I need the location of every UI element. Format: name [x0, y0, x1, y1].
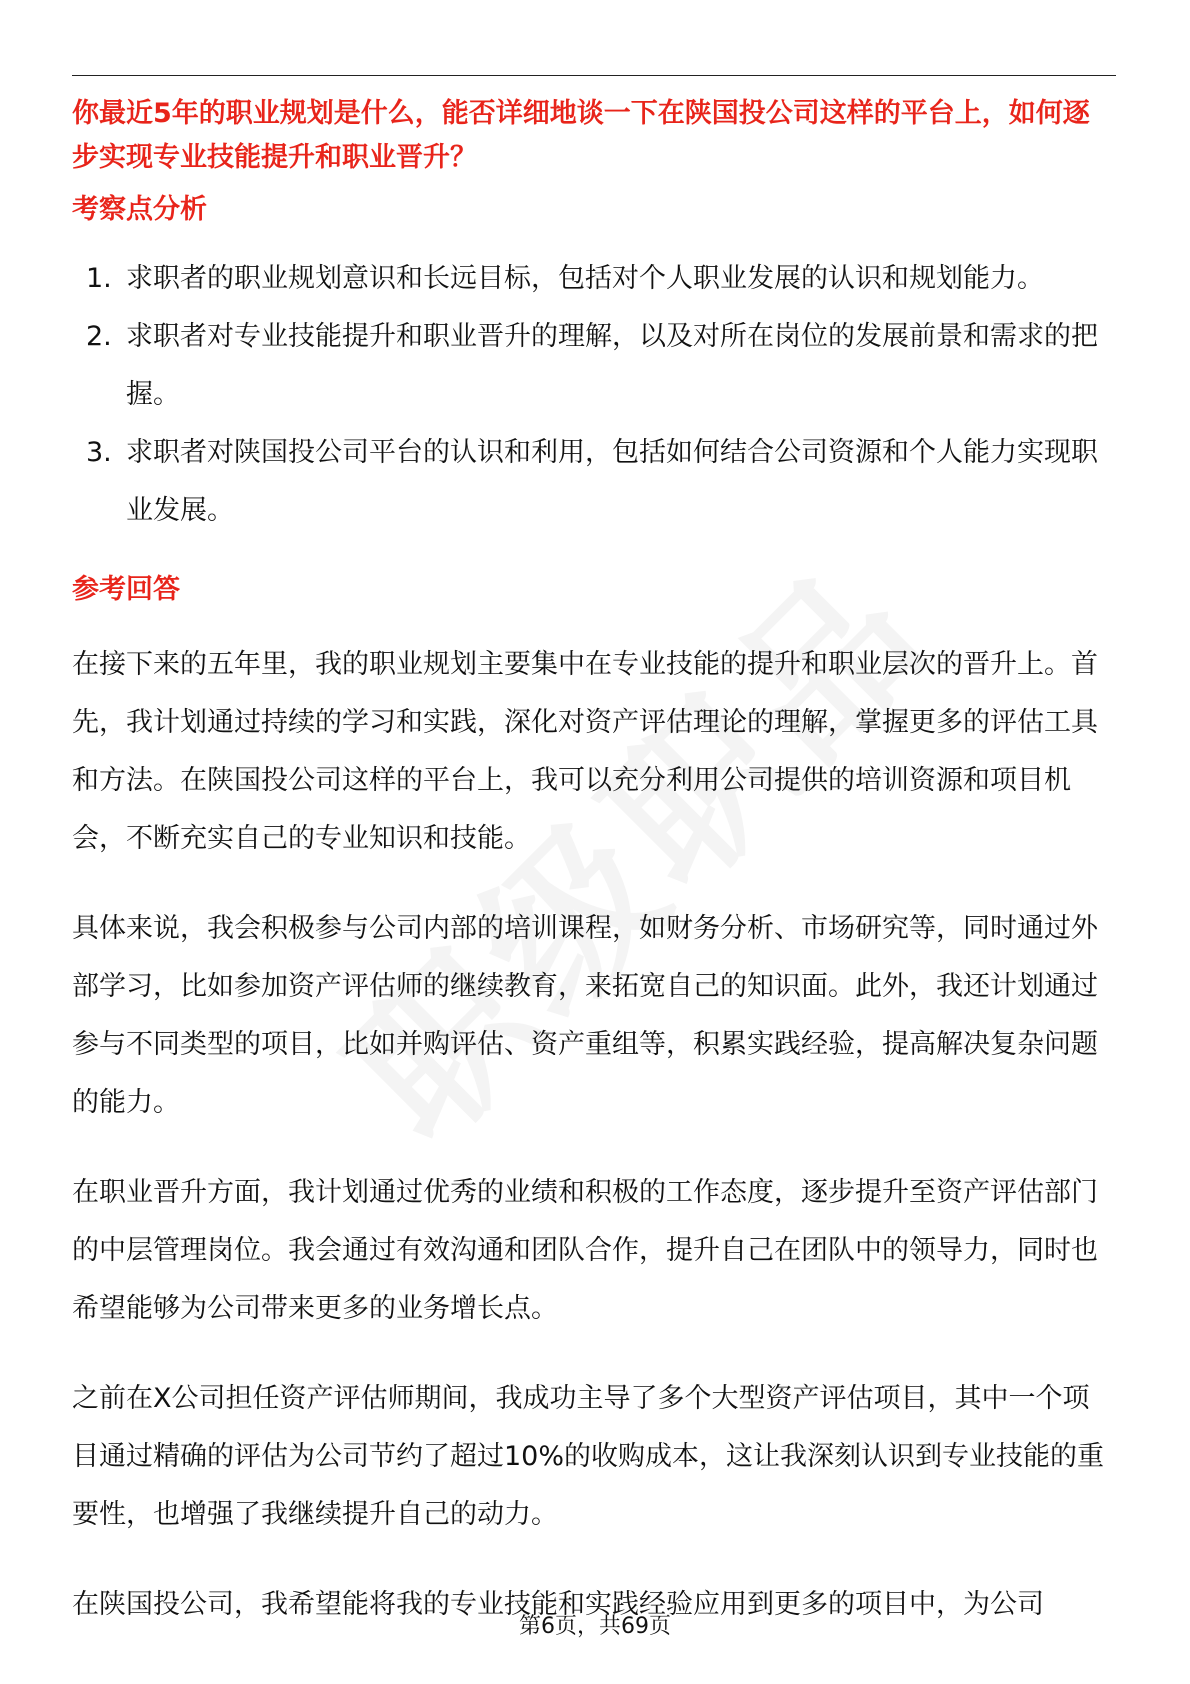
list-item-text: 求职者对陕国投公司平台的认识和利用，包括如何结合公司资源和个人能力实现职业发展。 [126, 437, 1098, 526]
list-item-number: 1. [86, 263, 112, 294]
list-item-text: 求职者对专业技能提升和职业晋升的理解，以及对所在岗位的发展前景和需求的把握。 [126, 321, 1098, 410]
analysis-list [72, 250, 1116, 540]
page-content [72, 92, 1116, 1634]
answer-paragraph: 在接下来的五年里，我的职业规划主要集中在专业技能的提升和职业层次的晋升上。首先，我计划通过持续的学习和实践，深化对资产评估理论的理解，掌握更多的评估工具和方法。在陕国投公司这样的平台上，我可以充分利用公司提供的培训资源和项目机会，不断充实自己的专业知识和技能。 [72, 649, 1098, 854]
top-divider [72, 75, 1116, 76]
analysis-heading: 考察点分析 [72, 194, 207, 225]
answer-paragraph: 之前在X公司担任资产评估师期间，我成功主导了多个大型资产评估项目，其中一个项目通过精确的评估为公司节约了超过10%的收购成本，这让我深刻认识到专业技能的重要性，也增强了我继续提升自己的动力。 [72, 1383, 1105, 1530]
page-number: 第6页，共69页 [519, 1614, 671, 1639]
list-item [72, 424, 1116, 540]
answer-paragraph: 在职业晋升方面，我计划通过优秀的业绩和积极的工作态度，逐步提升至资产评估部门的中层管理岗位。我会通过有效沟通和团队合作，提升自己在团队中的领导力，同时也希望能够为公司带来更多的业务增长点。 [72, 1177, 1098, 1324]
list-item-number: 3. [86, 437, 112, 468]
answer-heading: 参考回答 [72, 574, 180, 605]
list-item [72, 250, 1116, 308]
answer-paragraph: 在陕国投公司，我希望能将我的专业技能和实践经验应用到更多的项目中，为公司 [72, 1589, 1044, 1620]
list-item [72, 308, 1116, 424]
list-item-number: 2. [86, 321, 112, 352]
list-item-text: 求职者的职业规划意识和长远目标，包括对个人职业发展的认识和规划能力。 [126, 263, 1044, 294]
answer-paragraph: 具体来说，我会积极参与公司内部的培训课程，如财务分析、市场研究等，同时通过外部学习，比如参加资产评估师的继续教育，来拓宽自己的知识面。此外，我还计划通过参与不同类型的项目，比如并购评估、资产重组等，积累实践经验，提高解决复杂问题的能力。 [72, 913, 1098, 1118]
question-title: 你最近5年的职业规划是什么，能否详细地谈一下在陕国投公司这样的平台上，如何逐步实现专业技能提升和职业晋升？ [72, 98, 1090, 173]
